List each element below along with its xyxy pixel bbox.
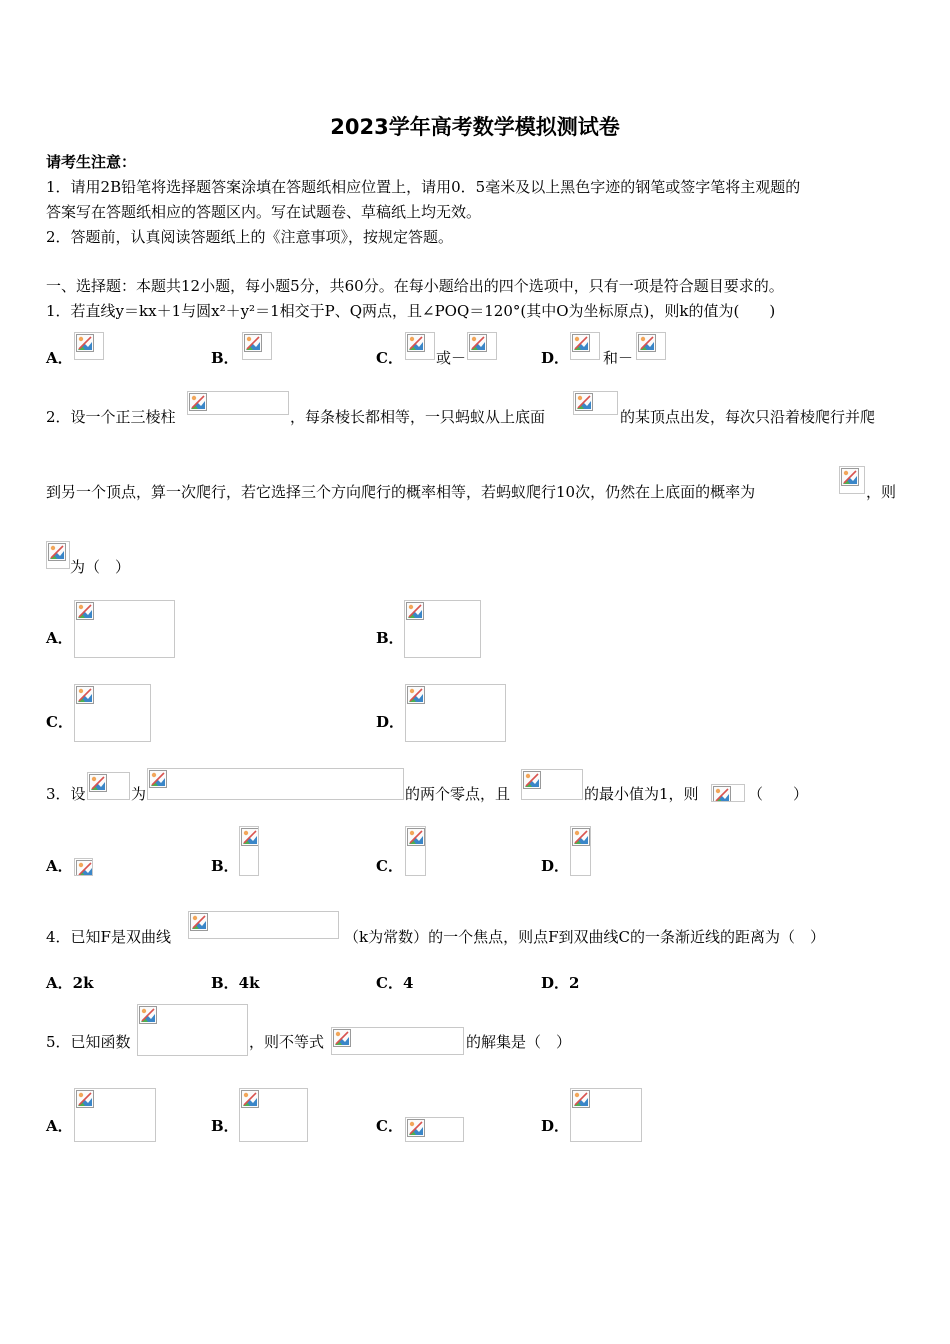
q1-option-c-connector: 或－ [436, 349, 467, 367]
q1-option-c-image-2 [467, 332, 497, 360]
broken-image-icon [572, 1090, 590, 1108]
q3-image-target [711, 784, 745, 802]
q1-option-d-label: D． [541, 349, 570, 367]
broken-image-icon [244, 334, 262, 352]
broken-image-icon [76, 860, 93, 876]
q5-image-function [137, 1004, 248, 1056]
broken-image-icon [469, 334, 487, 352]
q2-image-face [573, 391, 618, 415]
broken-image-icon [189, 393, 207, 411]
q3-option-c-image [405, 826, 426, 876]
question-2-line-2: 到另一个顶点，算一次爬行，若它选择三个方向爬行的概率相等，若蚂蚁爬行10次，仍然在上底面的概率为 [46, 483, 756, 501]
q3-option-d-image [570, 826, 591, 876]
q2-image-expression [46, 541, 70, 569]
broken-image-icon [241, 828, 259, 846]
broken-image-icon [523, 771, 541, 789]
broken-image-icon [241, 1090, 259, 1108]
q2-option-c-label: C． [46, 713, 73, 731]
section-heading: 一、选择题：本题共12小题，每小题5分，共60分。在每小题给出的四个选项中，只有一项是符合题目要求的。 [46, 277, 784, 295]
q2-option-d-label: D． [376, 713, 405, 731]
notice-line-1a: 1．请用2B铅笔将选择题答案涂填在答题纸相应位置上，请用0．5毫米及以上黑色字迹的钢笔或签字笔将主观题的 [46, 178, 801, 196]
q1-option-d-image-1 [570, 332, 600, 360]
q4-option-a: A．2k [46, 974, 94, 992]
q2-image-prism [187, 391, 289, 415]
question-3-mid-2: 的两个零点，且 [405, 785, 511, 803]
q2-option-b-label: B． [376, 629, 404, 647]
q5-option-b-label: B． [211, 1117, 239, 1135]
broken-image-icon [406, 602, 424, 620]
q3-image-condition [521, 769, 583, 800]
broken-image-icon [407, 828, 425, 846]
broken-image-icon [575, 393, 593, 411]
broken-image-icon [139, 1006, 157, 1024]
broken-image-icon [76, 334, 94, 352]
page-title: 2023学年高考数学模拟测试卷 [330, 115, 620, 139]
q1-option-b-label: B． [211, 349, 239, 367]
q2-option-c-image [74, 684, 151, 742]
q1-option-c-image-1 [405, 332, 435, 360]
broken-image-icon [48, 543, 66, 561]
broken-image-icon [333, 1029, 351, 1047]
q1-option-a-image [74, 332, 104, 360]
broken-image-icon [713, 786, 731, 802]
notice-line-1b: 答案写在答题纸相应的答题区内。写在试题卷、草稿纸上均无效。 [46, 203, 482, 221]
q3-image-roots [87, 772, 130, 800]
broken-image-icon [572, 828, 590, 846]
q5-option-d-label: D． [541, 1117, 570, 1135]
q1-option-d-image-2 [636, 332, 666, 360]
broken-image-icon [190, 913, 208, 931]
broken-image-icon [407, 686, 425, 704]
question-3-start: 3．设 [46, 785, 86, 803]
broken-image-icon [407, 1119, 425, 1137]
q1-option-a-label: A． [46, 349, 73, 367]
q5-option-c-image [405, 1117, 464, 1142]
question-5-start: 5．已知函数 [46, 1033, 131, 1051]
q1-option-b-image [242, 332, 272, 360]
q4-option-b: B．4k [211, 974, 260, 992]
q5-option-d-image [570, 1088, 642, 1142]
q3-option-d-label: D． [541, 857, 570, 875]
broken-image-icon [572, 334, 590, 352]
q3-option-a-label: A． [46, 857, 73, 875]
broken-image-icon [89, 774, 107, 792]
q5-option-a-label: A． [46, 1117, 73, 1135]
q3-option-a-image [74, 858, 93, 876]
question-3-mid-1: 为 [131, 785, 147, 803]
question-2-line-3: 为（ ） [70, 558, 131, 576]
question-1-text: 1．若直线y＝kx＋1与圆x²＋y²＝1相交于P、Q两点，且∠POQ＝120°(其中O为坐标原点)，则k的值为( ) [46, 302, 776, 320]
q3-option-b-label: B． [211, 857, 239, 875]
question-5-mid: ，则不等式 [249, 1033, 325, 1051]
question-2-mid-1: ，每条棱长都相等，一只蚂蚁从上底面 [290, 408, 546, 426]
q2-option-a-label: A． [46, 629, 73, 647]
q3-option-b-image [239, 826, 259, 876]
q2-option-a-image [74, 600, 175, 658]
q4-image-hyperbola [188, 911, 339, 939]
broken-image-icon [149, 770, 167, 788]
broken-image-icon [76, 602, 94, 620]
question-3-end: （ ） [748, 785, 809, 803]
broken-image-icon [76, 1090, 94, 1108]
q5-option-a-image [74, 1088, 156, 1142]
broken-image-icon [841, 468, 859, 486]
q1-option-c-label: C． [376, 349, 403, 367]
question-4-end: （k为常数）的一个焦点，则点F到双曲线C的一条渐近线的距离为（ ） [344, 928, 825, 946]
q5-option-c-label: C． [376, 1117, 403, 1135]
q4-option-d: D．2 [541, 974, 580, 992]
q1-option-d-connector: 和－ [603, 349, 634, 367]
q2-option-d-image [405, 684, 506, 742]
question-2-start: 2．设一个正三棱柱 [46, 408, 176, 426]
q2-option-b-image [404, 600, 481, 658]
q3-image-function [147, 768, 404, 800]
question-2-mid-2: 的某顶点出发，每次只沿着棱爬行并爬 [620, 408, 876, 426]
notice-line-2: 2．答题前，认真阅读答题纸上的《注意事项》，按规定答题。 [46, 228, 454, 246]
q5-option-b-image [239, 1088, 308, 1142]
q2-image-probability [839, 466, 865, 494]
notice-heading: 请考生注意： [46, 153, 137, 171]
broken-image-icon [638, 334, 656, 352]
broken-image-icon [407, 334, 425, 352]
broken-image-icon [76, 686, 94, 704]
question-3-mid-3: 的最小值为1，则 [584, 785, 699, 803]
question-2-line-2-end: ，则 [866, 483, 897, 501]
question-4-start: 4．已知F是双曲线 [46, 928, 171, 946]
q4-option-c: C．4 [376, 974, 414, 992]
question-5-end: 的解集是（ ） [466, 1033, 572, 1051]
q3-option-c-label: C． [376, 857, 403, 875]
q5-image-inequality [331, 1027, 464, 1055]
